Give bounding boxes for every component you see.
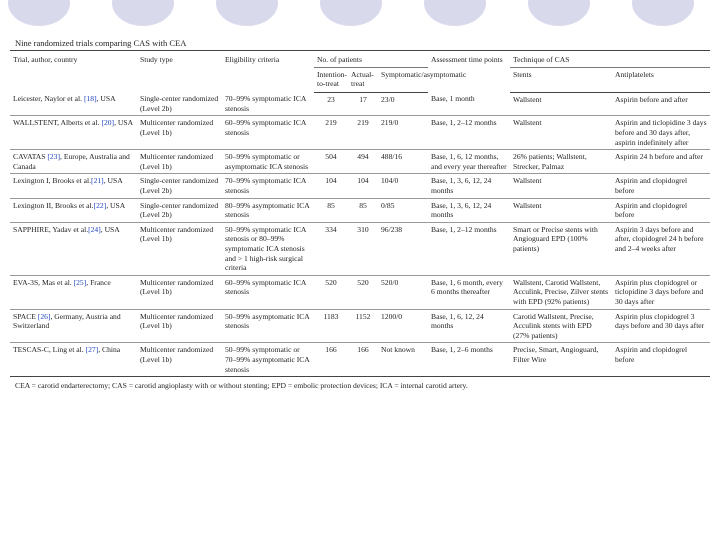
reference-link[interactable]: [25] — [73, 277, 87, 287]
cell-antiplatelets: Aspirin and ticlopidine 3 days before and 30 days after, aspirin indefinitely after — [612, 116, 710, 150]
cell-assessment: Base, 1 month — [428, 92, 510, 116]
cell-trial: SAPPHIRE, Yadav et al.[24], USA — [10, 222, 137, 275]
cell-actual: 310 — [348, 222, 378, 275]
cell-trial: EVA-3S, Mas et al. [25], France — [10, 275, 137, 309]
table-row — [10, 343, 710, 377]
cell-symptomatic: Not known — [378, 343, 428, 377]
cell-study-type: Multicenter randomized (Level 1b) — [137, 275, 222, 309]
cell-antiplatelets: Aspirin and clopidogrel before — [612, 198, 710, 222]
header-eligibility: Eligibility criteria — [222, 51, 314, 93]
decorative-oval — [632, 0, 694, 26]
cell-eligibility: 70–99% symptomatic ICA stenosis — [222, 174, 314, 198]
reference-link[interactable]: [21] — [91, 176, 104, 186]
cell-symptomatic: 520/0 — [378, 275, 428, 309]
cell-itt: 504 — [314, 150, 348, 174]
cell-stents: Wallstent — [510, 198, 612, 222]
cell-study-type: Multicenter randomized (Level 1b) — [137, 116, 222, 150]
cell-symptomatic: 219/0 — [378, 116, 428, 150]
decorative-oval — [424, 0, 486, 26]
decorative-oval — [528, 0, 590, 26]
cell-stents: Precise, Smart, Angioguard, Filter Wire — [510, 343, 612, 377]
table-row — [10, 222, 710, 275]
reference-link[interactable]: [24] — [88, 224, 101, 234]
header-assessment: Assessment time points — [428, 51, 510, 93]
cell-itt: 334 — [314, 222, 348, 275]
cell-actual: 85 — [348, 198, 378, 222]
decorative-oval — [216, 0, 278, 26]
table-row — [10, 309, 710, 343]
cell-antiplatelets: Aspirin 3 days before and after, clopidogrel 24 h before and 2–4 weeks after — [612, 222, 710, 275]
reference-link[interactable]: [22] — [93, 200, 107, 210]
reference-link[interactable]: [27] — [85, 345, 99, 355]
cell-itt: 520 — [314, 275, 348, 309]
cell-study-type: Multicenter randomized (Level 1b) — [137, 222, 222, 275]
decorative-oval — [320, 0, 382, 26]
cell-antiplatelets: Aspirin 24 h before and after — [612, 150, 710, 174]
table-row — [10, 150, 710, 174]
slide-decoration — [0, 0, 720, 40]
trials-table — [10, 50, 710, 377]
table-row — [10, 275, 710, 309]
cell-stents: Wallstent — [510, 116, 612, 150]
cell-actual: 1152 — [348, 309, 378, 343]
cell-antiplatelets: Aspirin before and after — [612, 92, 710, 116]
cell-symptomatic: 23/0 — [378, 92, 428, 116]
cell-eligibility: 50–99% asymptomatic ICA stenosis — [222, 309, 314, 343]
table-row — [10, 92, 710, 116]
header-stents: Stents — [510, 67, 612, 92]
cell-assessment: Base, 1, 3, 6, 12, 24 months — [428, 198, 510, 222]
trials-table-container — [10, 50, 710, 377]
header-trial: Trial, author, country — [10, 51, 137, 93]
header-technique-group: Technique of CAS — [510, 51, 710, 68]
cell-antiplatelets: Aspirin and clopidogrel before — [612, 343, 710, 377]
cell-study-type: Single-center randomized (Level 2b) — [137, 174, 222, 198]
cell-study-type: Single-center randomized (Level 2b) — [137, 92, 222, 116]
cell-trial: WALLSTENT, Alberts et al. [20], USA — [10, 116, 137, 150]
cell-actual: 520 — [348, 275, 378, 309]
cell-itt: 166 — [314, 343, 348, 377]
table-caption: Nine randomized trials comparing CAS with CEA — [15, 38, 187, 48]
cell-actual: 17 — [348, 92, 378, 116]
cell-assessment: Base, 1, 2–12 months — [428, 222, 510, 275]
cell-antiplatelets: Aspirin plus clopidogrel 3 days before and 30 days after — [612, 309, 710, 343]
reference-link[interactable]: [18] — [83, 94, 97, 104]
cell-stents: Carotid Wallstent, Precise, Acculink stents with EPD (27% patients) — [510, 309, 612, 343]
cell-symptomatic: 1200/0 — [378, 309, 428, 343]
table-row — [10, 198, 710, 222]
cell-stents: 26% patients; Wallstent, Strecker, Palmaz — [510, 150, 612, 174]
cell-symptomatic: 96/238 — [378, 222, 428, 275]
cell-actual: 494 — [348, 150, 378, 174]
reference-link[interactable]: [23] — [47, 152, 61, 162]
cell-antiplatelets: Aspirin plus clopidogrel or ticlopidine 3 days before and 30 days after — [612, 275, 710, 309]
cell-itt: 23 — [314, 92, 348, 116]
cell-symptomatic: 0/85 — [378, 198, 428, 222]
decorative-oval — [112, 0, 174, 26]
cell-trial: Lexington I, Brooks et al.[21], USA — [10, 174, 137, 198]
cell-trial: CAVATAS [23], Europe, Australia and Canada — [10, 150, 137, 174]
cell-itt: 104 — [314, 174, 348, 198]
cell-eligibility: 60–99% symptomatic ICA stenosis — [222, 116, 314, 150]
cell-eligibility: 50–99% symptomatic or asymptomatic ICA stenosis — [222, 150, 314, 174]
header-intention-to-treat: Intention-to-treat — [314, 67, 348, 92]
header-symptomatic: Symptomatic/asymptomatic — [378, 67, 428, 92]
cell-study-type: Multicenter randomized (Level 1b) — [137, 343, 222, 377]
cell-symptomatic: 488/16 — [378, 150, 428, 174]
cell-itt: 1183 — [314, 309, 348, 343]
cell-stents: Wallstent — [510, 174, 612, 198]
table-row — [10, 116, 710, 150]
header-actual-treat: Actual-treat — [348, 67, 378, 92]
header-antiplatelets: Antiplatelets — [612, 67, 710, 92]
header-patients-group: No. of patients — [314, 51, 428, 68]
cell-assessment: Base, 1, 6, 12 months, and every year thereafter — [428, 150, 510, 174]
cell-assessment: Base, 1, 3, 6, 12, 24 months — [428, 174, 510, 198]
table-footnote: CEA = carotid endarterectomy; CAS = carotid angioplasty with or without stenting; EPD = embolic protection devices; ICA = internal carotid artery. — [15, 381, 468, 390]
cell-eligibility: 50–99% symptomatic ICA stenosis or 80–99% symptomatic ICA stenosis and > 1 high-risk surgical criteria — [222, 222, 314, 275]
cell-trial: Leicester, Naylor et al. [18], USA — [10, 92, 137, 116]
reference-link[interactable]: [20] — [101, 118, 115, 128]
cell-study-type: Multicenter randomized (Level 1b) — [137, 309, 222, 343]
cell-trial: Lexington II, Brooks et al.[22], USA — [10, 198, 137, 222]
cell-actual: 166 — [348, 343, 378, 377]
cell-trial: TESCAS-C, Ling et al. [27], China — [10, 343, 137, 377]
cell-actual: 104 — [348, 174, 378, 198]
decorative-oval — [8, 0, 70, 26]
header-study-type: Study type — [137, 51, 222, 93]
cell-symptomatic: 104/0 — [378, 174, 428, 198]
cell-assessment: Base, 1, 2–6 months — [428, 343, 510, 377]
cell-eligibility: 70–99% symptomatic ICA stenosis — [222, 92, 314, 116]
cell-assessment: Base, 1, 2–12 months — [428, 116, 510, 150]
cell-eligibility: 60–99% symptomatic ICA stenosis — [222, 275, 314, 309]
cell-study-type: Multicenter randomized (Level 1b) — [137, 150, 222, 174]
cell-antiplatelets: Aspirin and clopidogrel before — [612, 174, 710, 198]
reference-link[interactable]: [26] — [37, 311, 51, 321]
cell-eligibility: 50–99% symptomatic or 70–99% asymptomatic ICA stenosis — [222, 343, 314, 377]
cell-eligibility: 80–99% asymptomatic ICA stenosis — [222, 198, 314, 222]
cell-itt: 219 — [314, 116, 348, 150]
cell-assessment: Base, 1, 6 month, every 6 months thereafter — [428, 275, 510, 309]
cell-itt: 85 — [314, 198, 348, 222]
cell-stents: Wallstent, Carotid Wallstent, Acculink, Precise, Zilver stents with EPD (92% patients) — [510, 275, 612, 309]
table-row — [10, 174, 710, 198]
table-body — [10, 92, 710, 376]
cell-actual: 219 — [348, 116, 378, 150]
cell-stents: Smart or Precise stents with Angioguard EPD (100% patients) — [510, 222, 612, 275]
cell-assessment: Base, 1, 6, 12, 24 months — [428, 309, 510, 343]
cell-trial: SPACE [26], Germany, Austria and Switzerland — [10, 309, 137, 343]
cell-study-type: Single-center randomized (Level 2b) — [137, 198, 222, 222]
cell-stents: Wallstent — [510, 92, 612, 116]
